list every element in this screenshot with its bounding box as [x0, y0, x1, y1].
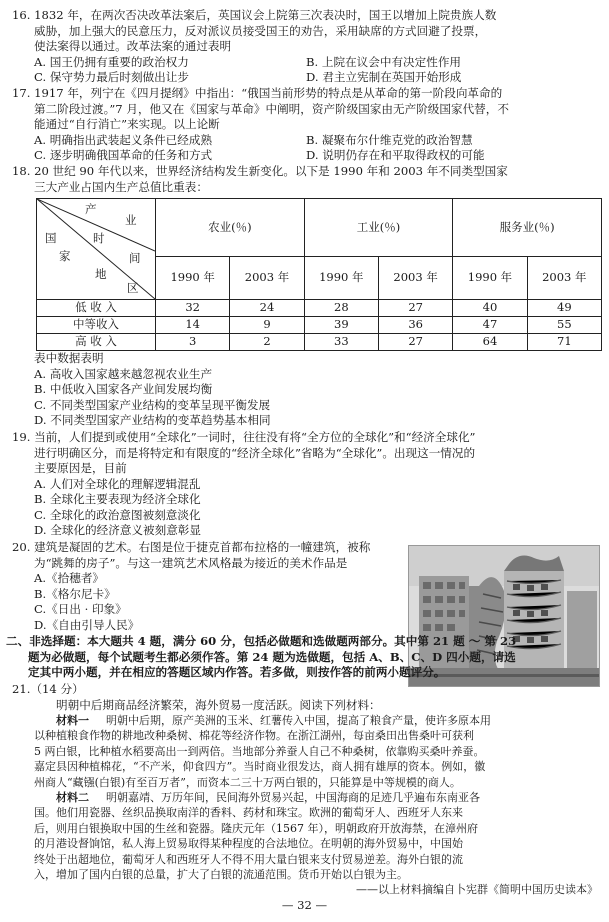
q16-option-a: A. 国王仍拥有重要的政治权力	[34, 54, 189, 69]
table-cell: 3	[156, 334, 230, 351]
question-20	[12, 540, 412, 633]
q18-option-a: A. 高收入国家越来越忽视农业生产	[34, 366, 213, 381]
row-label: 中等收入	[37, 317, 156, 334]
q17-option-b: B. 凝聚布尔什维克党的政治智慧	[306, 132, 473, 147]
corner-char: 产	[85, 202, 97, 216]
material-1-label: 材料一	[56, 714, 89, 727]
material-1-line: 5 两白银，比种植水稻要高出一到两倍。当地部分养蚕人自己不种桑树，依靠购买桑叶养蚕。	[34, 744, 485, 758]
table-cell: 32	[156, 300, 230, 317]
question-21	[12, 682, 602, 898]
table-cell: 36	[378, 317, 452, 334]
q18-option-c: C. 不同类型国家产业结构的变革呈现平衡发展	[34, 397, 271, 412]
year-header: 2003 年	[527, 256, 601, 299]
year-header: 2003 年	[378, 256, 452, 299]
material-2-line: 终处于出超地位，葡萄牙人和西班牙人不得不用大量白银来支付贸易逆差。海外白银的流	[34, 852, 463, 866]
table-cell: 27	[378, 334, 452, 351]
q16-stem-1: 16. 1832 年，在两次否决改革法案后，英国议会上院第三次表决时，国王以增加上院贵族人数	[12, 8, 497, 22]
q18-option-b: B. 中低收入国家各产业间发展均衡	[34, 382, 213, 396]
q19-option-d: D. 全球化的经济意义被刻意彰显	[34, 523, 201, 537]
material-2-line: 明朝嘉靖、万历年间，民间海外贸易兴起，中国海商的足迹几乎遍布东南亚各	[106, 791, 480, 805]
question-17	[12, 86, 602, 164]
q16-stem-2: 威胁，加上强大的民意压力，反对派议员接受国王的劝告，采用缺席的方式回避了投票，	[34, 23, 487, 38]
table-cell: 14	[156, 317, 230, 334]
table-cell: 71	[527, 334, 601, 351]
industry-table	[36, 198, 602, 351]
table-cell: 49	[527, 300, 601, 317]
corner-char: 区	[127, 281, 139, 295]
header-industry: 工业(％)	[304, 199, 453, 257]
table-cell: 47	[453, 317, 527, 334]
section-2-line-2: 题为必做题，每个试题考生都必须作答。第 24 题为选做题，包括 A、B、C、D 四小题，请选	[28, 649, 516, 664]
table-cell: 27	[378, 300, 452, 317]
table-cell: 2	[230, 334, 304, 351]
section-2-line-3: 定其中两小题，并在相应的答题区域内作答。若多做，则按作答的前两小题评分。	[28, 665, 446, 679]
q21-heading: 21.（14 分）	[12, 682, 84, 696]
table-cell: 40	[453, 300, 527, 317]
q19-stem-1: 19. 当前，人们提到或使用“全球化”一词时，往往没有将“全方位的全球化”和“经济全球化”	[12, 430, 476, 444]
table-corner-cell	[37, 199, 156, 300]
question-19	[12, 430, 602, 539]
q17-option-a: A. 明确指出武装起义条件已经成熟	[34, 132, 213, 147]
q19-stem-2: 进行明确区分，而是将特定和有限度的“经济全球化”省略为“全球化”。出现这一情况的	[34, 445, 476, 460]
year-header: 1990 年	[156, 256, 230, 299]
q19-option-a: A. 人们对全球化的理解逻辑混乱	[34, 476, 201, 491]
q16-option-c: C. 保守势力最后时刻做出让步	[34, 70, 189, 84]
table-row	[37, 300, 602, 317]
q17-stem-3: 能通过“自行消亡”来实现。以上论断	[34, 117, 220, 131]
header-agriculture: 农业(％)	[156, 199, 305, 257]
material-1-line: 嘉定县因种植棉花，“不产米，仰食四方”。当时商业很发达，商人拥有雄厚的资本。例如，徽	[34, 760, 486, 774]
table-cell: 33	[304, 334, 378, 351]
q18-stem-2: 三大产业占国内生产总值比重表：	[34, 179, 208, 194]
material-2-line: 国。他们用瓷器、丝织品换取南洋的香料、药材和珠宝。欧洲的葡萄牙人、西班牙人东来	[34, 806, 463, 820]
industry-table-wrap	[36, 198, 602, 351]
q17-stem-2: 第二阶段过渡。”7 月，他又在《国家与革命》中阐明，资产阶级国家由无产阶级国家代替，不	[34, 101, 509, 116]
q20-option-a: A.《拾穗者》	[34, 571, 105, 585]
page-number: — 32 —	[281, 898, 328, 912]
material-1-line: 明朝中后期，原产美洲的玉米、红薯传入中国，提高了粮食产量，使许多原本用	[106, 714, 491, 727]
material-1-line: 以种植粮食作物的耕地改种桑树、棉花等经济作物。在浙江湖州，每亩桑田出售桑叶可获利	[34, 729, 474, 743]
corner-char: 间	[129, 251, 141, 265]
year-header: 1990 年	[304, 256, 378, 299]
table-cell: 9	[230, 317, 304, 334]
q18-after: 表中数据表明	[34, 351, 104, 365]
question-16	[12, 8, 602, 86]
section-2-line-1: 二、非选择题：本大题共 4 题，满分 60 分，包括必做题和选做题两部分。其中第 21 题 ～ 第 23	[6, 634, 517, 648]
material-source: ——以上材料摘编自卜宪群《简明中国历史读本》	[356, 883, 598, 897]
table-cell: 28	[304, 300, 378, 317]
question-18	[12, 164, 602, 195]
corner-char: 时	[93, 231, 105, 245]
material-2-line: 入，增加了国内白银的总量，扩大了白银的流通范围。货币开始以白银为主。	[34, 868, 408, 882]
corner-char: 业	[125, 213, 137, 227]
material-1-line: 州商人“藏镪(白银)有至百万者”，而资本二三十万两白银的，只能算是中等规模的商人。	[34, 775, 461, 789]
material-2-line: 后，则用白银换取中国的生丝和瓷器。隆庆元年（1567 年），明朝政府开放海禁，在漳州府	[34, 821, 478, 835]
q17-option-d: D. 说明仍存在和平取得政权的可能	[306, 148, 485, 162]
material-2-line: 的月港设督饷馆，私人海上贸易取得某种程度的合法地位。在明朝的海外贸易中，中国始	[34, 837, 463, 851]
q18-stem-1: 18. 20 世纪 90 年代以来，世界经济结构发生新变化。以下是 1990 年和 2003 年不同类型国家	[12, 164, 508, 178]
q16-option-b: B. 上院在议会中有决定性作用	[306, 54, 462, 69]
material-2-label: 材料二	[56, 791, 89, 805]
q18-option-d: D. 不同类型国家产业结构的变革趋势基本相同	[34, 413, 271, 427]
year-header: 2003 年	[230, 256, 304, 299]
table-cell: 55	[527, 317, 601, 334]
q20-stem-2: 为“跳舞的房子”。与这一建筑艺术风格最为接近的美术作品是	[34, 555, 348, 570]
row-label: 高 收 入	[37, 334, 156, 351]
q21-intro: 明朝中后期商品经济繁荣，海外贸易一度活跃。阅读下列材料：	[56, 697, 381, 712]
q19-option-c: C. 全球化的政治意图被刻意淡化	[34, 507, 201, 522]
table-cell: 24	[230, 300, 304, 317]
q19-stem-3: 主要原因是，目前	[34, 461, 127, 475]
table-row	[37, 317, 602, 334]
q17-stem-1: 17. 1917 年，列宁在《四月提纲》中指出：“俄国当前形势的特点是从革命的第一阶段向革命的	[12, 86, 503, 100]
q20-option-c: C.《日出 · 印象》	[34, 602, 127, 616]
q20-stem-1: 20. 建筑是凝固的艺术。右图是位于捷克首都布拉格的一幢建筑，被称	[12, 540, 371, 554]
section-2-instructions	[6, 634, 602, 681]
corner-char: 家	[59, 249, 71, 263]
q20-option-d: D.《自由引导人民》	[34, 617, 140, 632]
corner-char: 地	[95, 267, 107, 281]
q19-option-b: B. 全球化主要表现为经济全球化	[34, 492, 201, 506]
question-18-options	[12, 351, 602, 429]
q17-option-c: C. 逐步明确俄国革命的任务和方式	[34, 148, 213, 162]
table-cell: 39	[304, 317, 378, 334]
row-label: 低 收 入	[37, 300, 156, 317]
q16-option-d: D. 君主立宪制在英国开始形成	[306, 70, 462, 84]
q20-option-b: B.《格尔尼卡》	[34, 586, 116, 601]
q16-stem-3: 使法案得以通过。改革法案的通过表明	[34, 39, 232, 53]
table-row	[37, 334, 602, 351]
year-header: 1990 年	[453, 256, 527, 299]
corner-char: 国	[45, 231, 57, 245]
header-service: 服务业(％)	[453, 199, 602, 257]
table-cell: 64	[453, 334, 527, 351]
